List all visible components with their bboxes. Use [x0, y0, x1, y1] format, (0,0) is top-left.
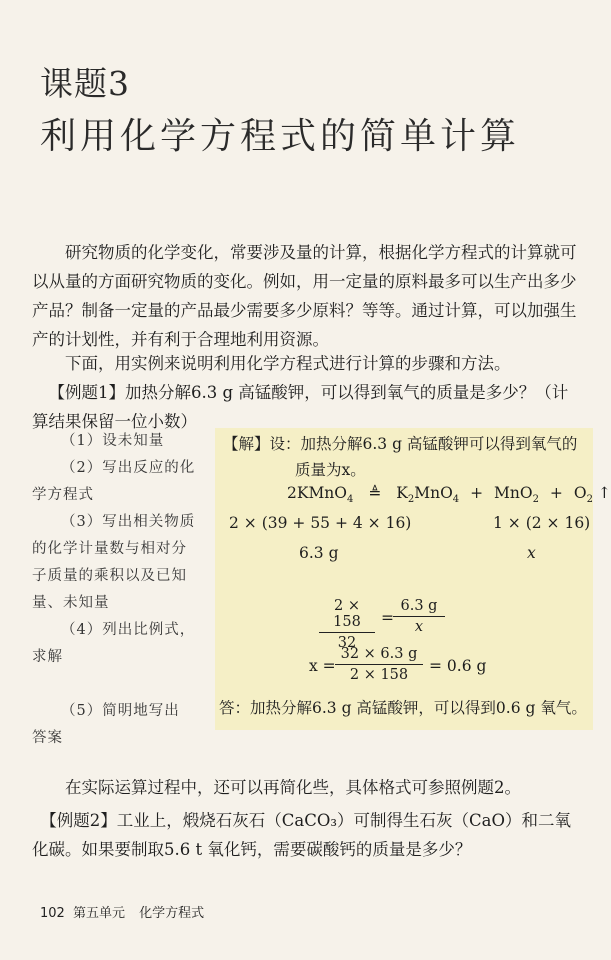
example2-text: 【例题2】工业上，煅烧石灰石（CaCO₃）可制得生石灰（CaO）和二氧化碳。如果要制取5.6 t 氧化钙，需要碳酸钙的质量是多少？ [32, 811, 571, 859]
step-2: （2）写出反应的化 [61, 460, 196, 476]
chapter-name: 化学方程式 [139, 906, 205, 921]
step-3: （3）写出相关物质 [61, 514, 196, 530]
unknown-quantity: x [527, 544, 536, 562]
step-3-cont3: 量、未知量 [32, 595, 110, 611]
known-quantity: 6.3 g [299, 544, 339, 562]
ratio-equals: = [381, 609, 394, 627]
solution-steps [32, 428, 212, 752]
step-3-cont2: 子质量的乘积以及已知 [32, 568, 187, 584]
heat-arrow: ≜ [368, 484, 382, 502]
step-4: （4）列出比例式， [61, 622, 196, 638]
solution-box [215, 428, 611, 730]
simplify-text: 在实际运算过程中，还可以再简化些，具体格式可参照例题2。 [65, 778, 521, 797]
chemical-equation: 2KMnO$_4$ ≜ $K_2MnO_4 + MnO_2 + O_2$ ↑ [287, 484, 611, 506]
solution-answer: 答：加热分解6.3 g 高锰酸钾，可以得到0.6 g 氧气。 [219, 699, 587, 717]
intro-text: 研究物质的化学变化，常要涉及量的计算，根据化学方程式的计算就可以从量的方面研究物质的变化。例如，用一定量的原料最多可以生产出多少产品？制备一定量的产品最少需要多少原料？等等。通过计算，可以加强生产的计划性，并有利于合理地利用资源。 [32, 243, 577, 349]
eq-mno2: MnO [494, 484, 533, 502]
solution-line1: 【解】设：加热分解6.3 g 高锰酸钾可以得到氧气的 [223, 435, 578, 453]
method-text: 下面，用实例来说明利用化学方程式进行计算的步骤和方法。 [65, 354, 511, 373]
lesson-title: 利用化学方程式的简单计算 [40, 116, 521, 157]
ratio-left: 2 × 158 32 [319, 598, 375, 651]
eq-reactant: 2KMnO [287, 484, 348, 502]
ratio-right: 6.3 g x [393, 598, 445, 635]
step-1: （1）设未知量 [61, 433, 165, 449]
page-number: 102 [40, 906, 65, 921]
step-3-cont: 的化学计量数与相对分 [32, 541, 187, 557]
example2-question [32, 806, 584, 864]
step-5: （5）简明地写出 [61, 703, 180, 719]
simplify-note [32, 773, 584, 802]
eq-o2: O [573, 484, 587, 502]
solve-label: x = [309, 657, 336, 675]
step-2-cont: 学方程式 [32, 487, 94, 503]
solve-fraction: 32 × 6.3 g 2 × 158 [335, 646, 423, 683]
method-paragraph [32, 349, 584, 378]
intro-paragraph [32, 238, 584, 354]
example1-text: 【例题1】加热分解6.3 g 高锰酸钾，可以得到氧气的质量是多少？（计算结果保留一位小数） [32, 383, 569, 431]
solution-line2: 质量为x。 [295, 461, 366, 479]
step-5-cont: 答案 [32, 730, 63, 746]
mass-right: 1 × (2 × 16) [493, 514, 591, 532]
page-footer [40, 902, 204, 921]
lesson-number: 课题3 [40, 64, 130, 103]
mass-left: 2 × (39 + 55 + 4 × 16) [229, 514, 412, 532]
unit-name: 第五单元 [72, 906, 125, 921]
solve-result: = 0.6 g [429, 657, 487, 675]
gas-arrow: ↑ [597, 484, 611, 502]
eq-k2mno4: K [396, 484, 408, 502]
step-4-cont: 求解 [32, 649, 63, 665]
